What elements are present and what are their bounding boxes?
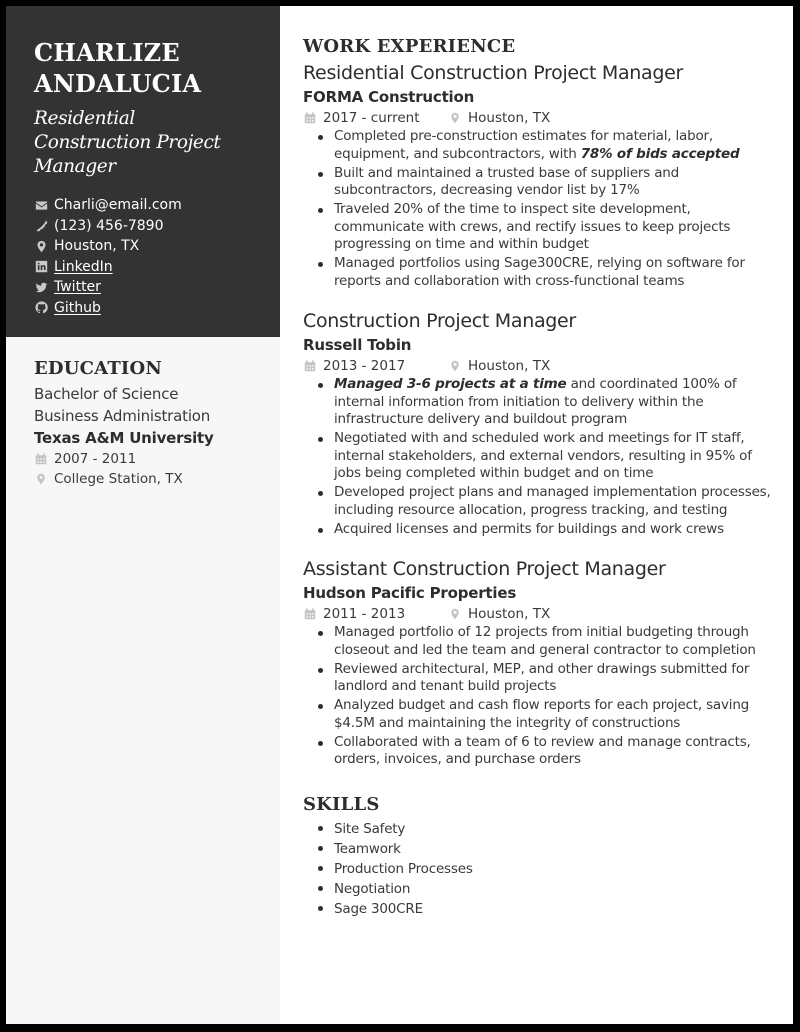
education-degree: Bachelor of Science: [34, 385, 179, 403]
job-bullet: [316, 255, 773, 290]
job-meta: [303, 604, 773, 624]
calendar-icon: [34, 452, 48, 466]
skills-heading: SKILLS: [303, 793, 380, 815]
github-link[interactable]: Github: [54, 299, 101, 316]
job-bullet: [316, 697, 773, 732]
phone-text: (123) 456-7890: [54, 217, 164, 234]
job-bullet: [316, 376, 773, 429]
sidebar: [6, 6, 280, 1024]
job-location: [448, 108, 550, 128]
skill-item: Negotiation: [316, 879, 773, 899]
skills-section: [303, 793, 773, 919]
job-title: Assistant Construction Project Manager: [303, 558, 666, 580]
job-meta: [303, 108, 773, 128]
skill-item: Sage 300CRE: [316, 899, 773, 919]
tagline-line-2: Construction Project: [34, 132, 221, 153]
bullet-text: Reviewed architectural, MEP, and other drawings submitted for landlord and tenant build projects: [334, 660, 750, 694]
education-dates-text: 2007 - 2011: [54, 451, 137, 467]
map-pin-icon: [448, 607, 462, 621]
skill-item: Teamwork: [316, 839, 773, 859]
bullet-text: Analyzed budget and cash flow reports for each project, saving $4.5M and maintaining the integrity of constructions: [334, 697, 750, 731]
contact-linkedin: [34, 257, 260, 278]
job-dates: [303, 108, 448, 128]
main-content: [280, 6, 793, 1024]
calendar-icon: [303, 111, 317, 125]
email-text: Charli@email.com: [54, 197, 182, 214]
bullet-text: Acquired licenses and permits for buildings and work crews: [334, 520, 724, 537]
calendar-icon: [303, 607, 317, 621]
bullet-text: Completed pre-construction estimates for material, labor, equipment, and subcontractors, with: [334, 128, 713, 162]
phone-icon: [34, 219, 48, 233]
job-company: FORMA Construction: [303, 88, 475, 106]
twitter-link[interactable]: Twitter: [54, 279, 101, 296]
envelope-icon: [34, 198, 48, 212]
job-company: Hudson Pacific Properties: [303, 584, 517, 602]
bullet-highlight: 78% of bids accepted: [580, 145, 740, 162]
job-dates: [303, 604, 448, 624]
education-location: [34, 469, 260, 489]
job-title: Construction Project Manager: [303, 310, 576, 332]
contact-location: [34, 236, 260, 257]
job-entry: [303, 556, 773, 769]
map-pin-icon: [34, 239, 48, 253]
linkedin-icon: [34, 260, 48, 274]
bullet-text: Managed portfolios using Sage300CRE, relying on software for reports and collaboration with cross-functional teams: [334, 255, 745, 289]
job-location-text: Houston, TX: [468, 606, 551, 622]
job-bullet: [316, 165, 773, 200]
job-title: Residential Construction Project Manager: [303, 62, 684, 84]
education-field: Business Administration: [34, 407, 211, 425]
job-bullet: [316, 624, 773, 659]
job-meta: [303, 356, 773, 376]
location-text: Houston, TX: [54, 238, 140, 255]
map-pin-icon: [448, 111, 462, 125]
job-bullets: [303, 376, 773, 538]
job-location-text: Houston, TX: [468, 110, 551, 126]
education-section: [6, 337, 280, 489]
bullet-text: Traveled 20% of the time to inspect site development, communicate with crews, and rectify issues to keep projects progressing on time and within budget: [334, 201, 731, 252]
job-entry: [303, 308, 773, 538]
candidate-tagline: [34, 107, 260, 179]
bullet-text: Collaborated with a team of 6 to review and manage contracts, orders, invoices, and purchase orders: [334, 733, 751, 767]
job-bullet: [316, 430, 773, 483]
job-bullet: [316, 484, 773, 519]
skill-item: Production Processes: [316, 859, 773, 879]
bullet-text: Developed project plans and managed implementation processes, including resource allocation, progress tracking, and testing: [334, 484, 771, 518]
job-company: Russell Tobin: [303, 336, 412, 354]
job-dates-text: 2011 - 2013: [323, 606, 406, 622]
bullet-text: Negotiated with and scheduled work and meetings for IT staff, internal stakeholders, and external vendors, resulting in 95% of jobs being completed within budget and on time: [334, 430, 752, 481]
tagline-line-3: Manager: [34, 156, 116, 177]
tagline-line-1: Residential: [34, 108, 135, 129]
education-location-text: College Station, TX: [54, 471, 183, 487]
contact-phone: [34, 216, 260, 237]
job-location: [448, 604, 550, 624]
skill-item: Site Safety: [316, 819, 773, 839]
name-line-1: CHARLIZE: [34, 38, 180, 67]
job-bullets: [303, 624, 773, 769]
job-bullet: [316, 734, 773, 769]
profile-header: [6, 6, 280, 337]
education-heading: EDUCATION: [34, 358, 163, 379]
resume-page: [6, 6, 793, 1024]
map-pin-icon: [448, 359, 462, 373]
bullet-text: Built and maintained a trusted base of suppliers and subcontractors, decreasing vendor list by 17%: [334, 164, 680, 198]
job-dates-text: 2017 - current: [323, 110, 420, 126]
map-pin-icon: [34, 472, 48, 486]
job-location: [448, 356, 550, 376]
skills-list: [303, 819, 773, 919]
contact-email: [34, 195, 260, 216]
job-dates-text: 2013 - 2017: [323, 358, 406, 374]
job-dates: [303, 356, 448, 376]
work-experience-heading: WORK EXPERIENCE: [303, 36, 516, 57]
education-school: Texas A&M University: [34, 429, 214, 447]
job-bullet: [316, 201, 773, 254]
contact-twitter: [34, 277, 260, 298]
calendar-icon: [303, 359, 317, 373]
job-bullet: [316, 128, 773, 163]
github-icon: [34, 301, 48, 315]
linkedin-link[interactable]: LinkedIn: [54, 258, 113, 275]
twitter-icon: [34, 280, 48, 294]
bullet-text: Managed portfolio of 12 projects from initial budgeting through closeout and led the team and general contractor to completion: [334, 624, 756, 658]
candidate-name: [34, 37, 260, 99]
education-dates: [34, 449, 260, 469]
bullet-highlight: Managed 3-6 projects at a time: [334, 376, 567, 392]
job-bullet: [316, 521, 773, 539]
work-experience-section: [303, 35, 773, 769]
job-location-text: Houston, TX: [468, 358, 551, 374]
job-entry: [303, 60, 773, 290]
contact-list: [34, 195, 260, 318]
job-list: [303, 60, 773, 769]
job-bullets: [303, 128, 773, 290]
contact-github: [34, 298, 260, 319]
name-line-2: ANDALUCIA: [34, 69, 202, 98]
job-bullet: [316, 661, 773, 696]
bullet-text-tail: and coordinated 100% of internal information from initiation to delivery within the infrastructure delivery and buildout program: [334, 376, 737, 427]
